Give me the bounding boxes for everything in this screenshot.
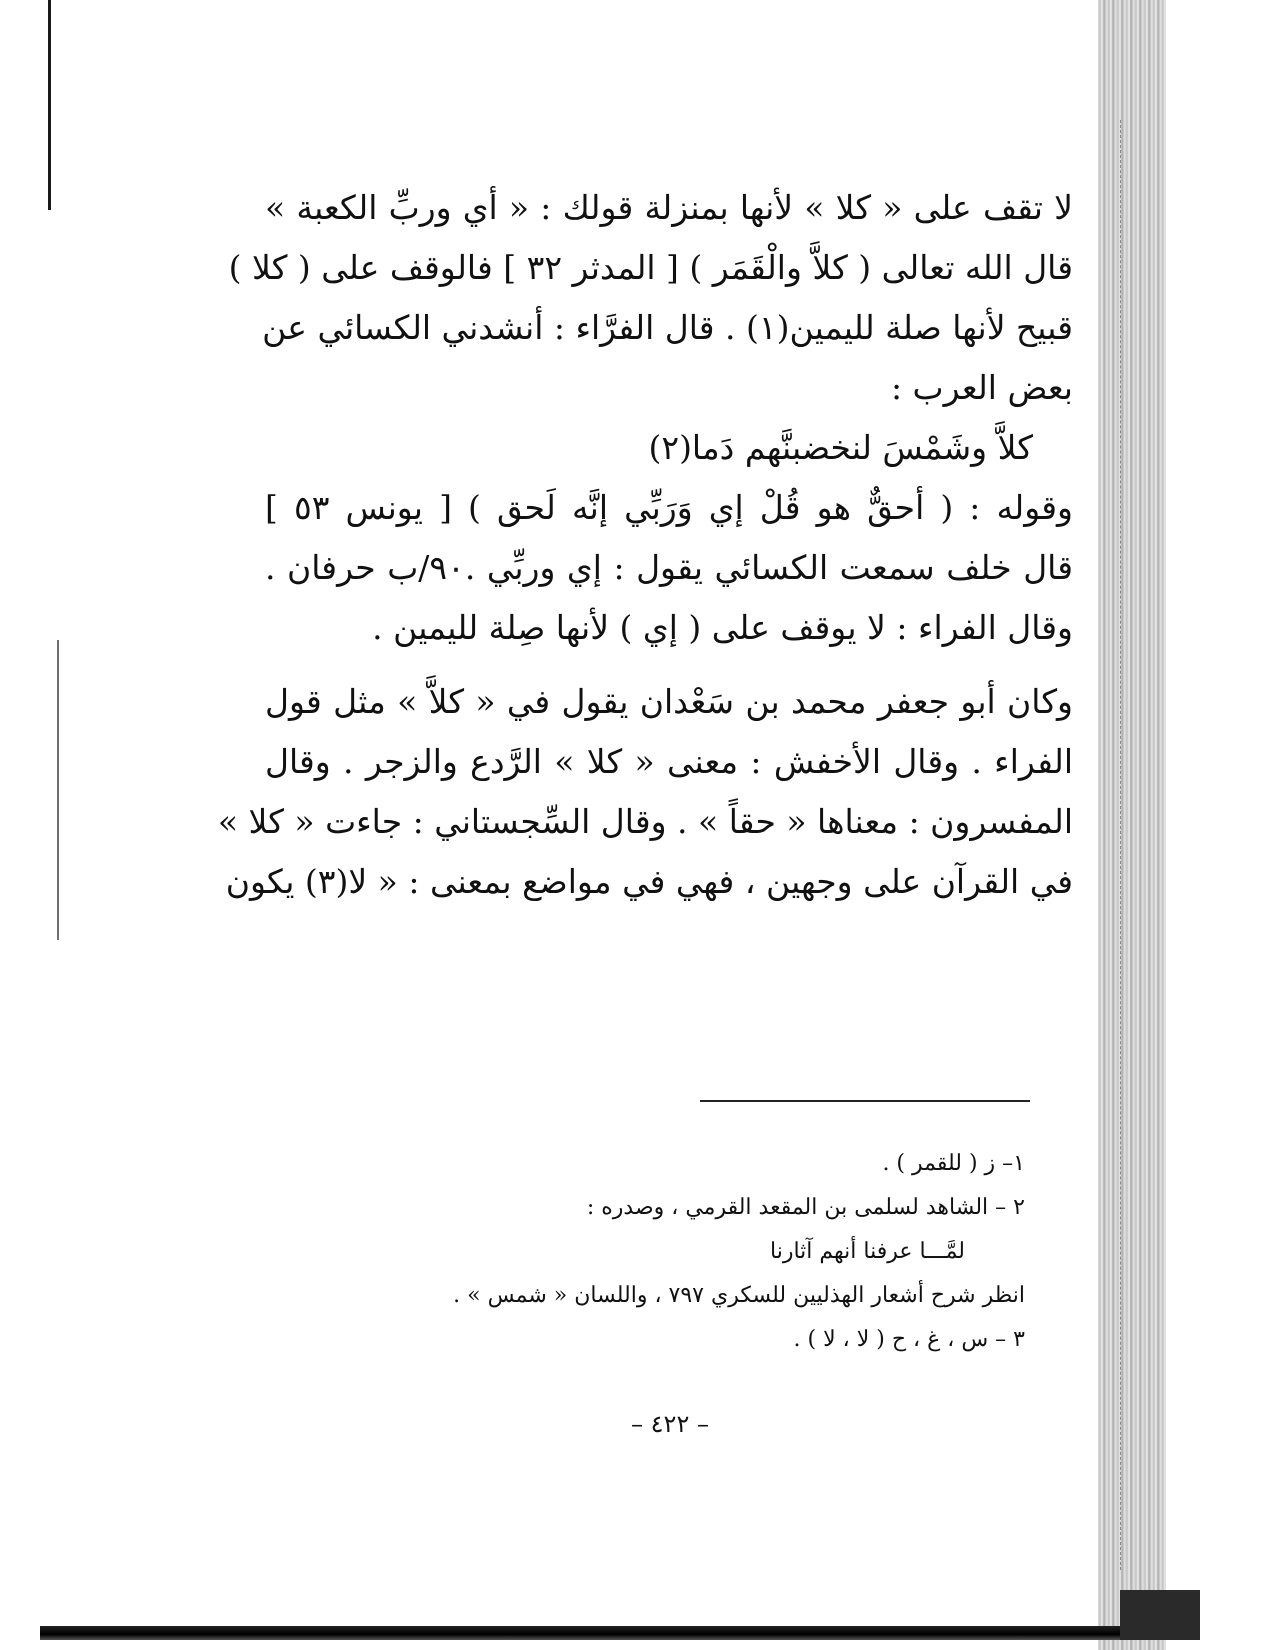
footnotes bbox=[380, 1142, 1025, 1362]
scan-corner-shadow bbox=[1120, 1590, 1200, 1640]
page-number: – ٤٢٢ – bbox=[631, 1410, 709, 1438]
main-text bbox=[217, 178, 1074, 912]
text-line: المفسرون : معناها « حقاً » . وقال السِّجستاني : جاءت « كلا » bbox=[217, 802, 1073, 841]
text-line: قال الله تعالى ( كلاَّ والْقَمَر ) [ المدثر ٣٢ ] فالوقف على ( كلا ) bbox=[228, 248, 1073, 287]
footnote-2-reference: انظر شرح أشعار الهذليين للسكري ٧٩٧ ، واللسان « شمس » . bbox=[453, 1283, 1025, 1308]
footnote-3: ٣ – س ، غ ، ح ( لا ، لا ) . bbox=[793, 1327, 1025, 1352]
footnote-1: ١– ز ( للقمر ) . bbox=[882, 1151, 1025, 1176]
scan-left-edge bbox=[48, 0, 51, 210]
footnote-separator bbox=[700, 1100, 1030, 1102]
text-line: في القرآن على وجهين ، فهي في مواضع بمعنى : « لا(٣) يكون bbox=[225, 862, 1073, 901]
text-line: وكان أبو جعفر محمد بن سَعْدان يقول في « كلاَّ » مثل قول bbox=[265, 682, 1073, 721]
text-line: قبيح لأنها صلة لليمين(١) . قال الفرَّاء : أنشدني الكسائي عن bbox=[262, 308, 1073, 347]
text-line: وقال الفراء : لا يوقف على ( إي ) لأنها صِلة لليمين . bbox=[372, 608, 1073, 647]
text-line: بعض العرب : bbox=[890, 368, 1073, 407]
text-line: لا تقف على « كلا » لأنها بمنزلة قولك : « أي وربِّ الكعبة » bbox=[265, 188, 1073, 227]
footnote-2-verse: لمَّـــا عرفنا أنهم آثارنا bbox=[770, 1239, 965, 1264]
text-line: قال خلف سمعت الكسائي يقول : إي وربِّي .٩٠/ب حرفان . bbox=[265, 548, 1074, 587]
scan-left-mark bbox=[57, 640, 59, 940]
text-line: الفراء . وقال الأخفش : معنى « كلا » الرَّدع والزجر . وقال bbox=[265, 742, 1073, 781]
scan-bottom-edge bbox=[40, 1626, 1130, 1640]
footnote-2: ٢ – الشاهد لسلمى بن المقعد القرمي ، وصدره : bbox=[586, 1195, 1025, 1220]
spine-marks bbox=[1120, 120, 1141, 1570]
text-line: وقوله : ( أحقٌّ هو قُلْ إي وَرَبِّي إنَّه لَحق ) [ يونس ٥٣ ] bbox=[265, 488, 1073, 527]
poetry-verse: كلاَّ وشَمْسَ لنخضبنَّهم دَما(٢) bbox=[648, 428, 1033, 467]
